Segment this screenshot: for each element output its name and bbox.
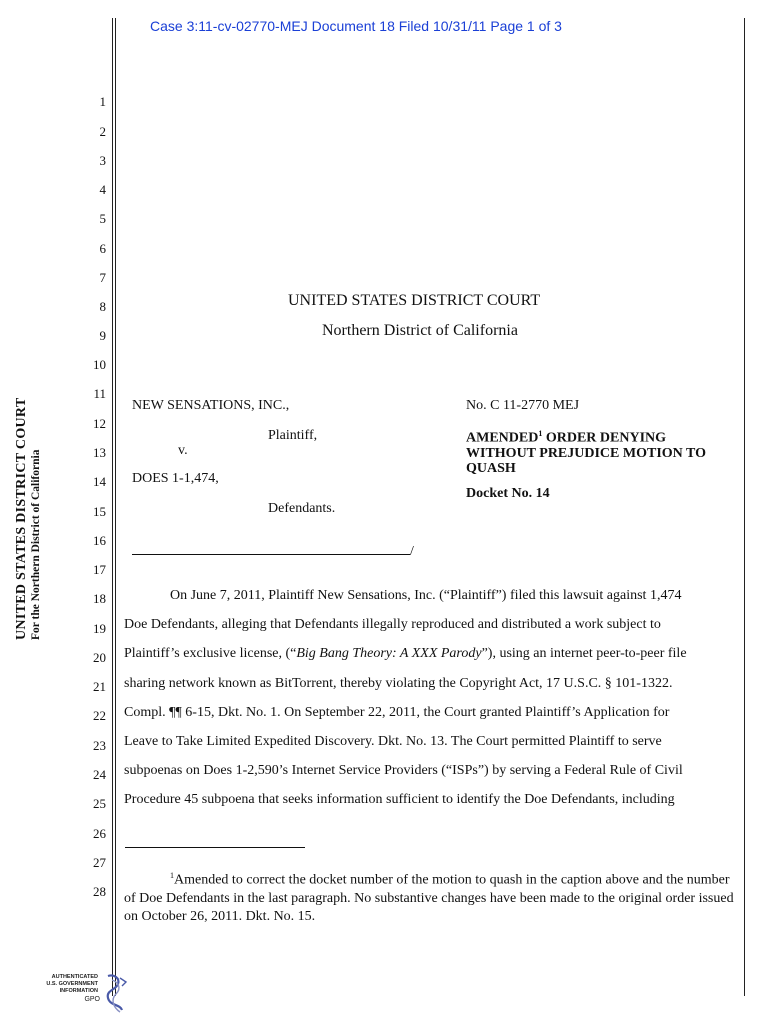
margin-line-left-2 xyxy=(115,18,116,996)
line-number: 8 xyxy=(99,299,106,314)
court-district: Northern District of California xyxy=(322,322,518,339)
body-line-18: On June 7, 2011, Plaintiff New Sensations, Inc. (“Plaintiff”) filed this lawsuit against 1,474 xyxy=(170,588,682,603)
case-header: Case 3:11-cv-02770-MEJ Document 18 Filed 10/31/11 Page 1 of 3 xyxy=(150,18,562,34)
body-line-21: sharing network known as BitTorrent, thereby violating the Copyright Act, 17 U.S.C. § 101-1322. xyxy=(124,676,673,691)
line-number: 1 xyxy=(99,94,106,109)
margin-line-left-1 xyxy=(112,18,113,996)
caption-line xyxy=(132,554,410,555)
line-number: 21 xyxy=(93,679,106,694)
line-number: 16 xyxy=(93,533,106,548)
line-number: 23 xyxy=(93,738,106,753)
case-number: No. C 11-2770 MEJ xyxy=(466,398,580,413)
footnote: $^1$Amended to correct the docket number of the motion to quash in the caption above and the number of Doe Defendants in the last paragraph. No substantive changes have been made to the original order issued on October 26, 2011. Dkt. No. 15. xyxy=(124,871,734,924)
body-line-23: Leave to Take Limited Expedited Discovery. Dkt. No. 13. The Court permitted Plaintiff to serve xyxy=(124,734,662,749)
line-number: 12 xyxy=(93,416,106,431)
court-name: UNITED STATES DISTRICT COURT xyxy=(288,292,541,309)
line-number: 24 xyxy=(93,767,106,782)
line-number: 3 xyxy=(99,153,106,168)
versus: v. xyxy=(178,443,188,458)
caption-slash: / xyxy=(410,544,414,559)
body-line-19: Doe Defendants, alleging that Defendants illegally reproduced and distributed a work subject to xyxy=(124,617,661,632)
line-number: 7 xyxy=(99,270,106,285)
margin-line-right xyxy=(744,18,745,996)
eagle-seal-icon xyxy=(100,972,130,1016)
line-number: 5 xyxy=(99,211,106,226)
line-number: 17 xyxy=(93,562,106,577)
defendant-name: DOES 1-1,474, xyxy=(132,471,219,486)
line-number: 19 xyxy=(93,621,106,636)
line-number: 22 xyxy=(93,708,106,723)
line-number: 25 xyxy=(93,796,106,811)
plaintiff-label: Plaintiff, xyxy=(268,428,318,443)
order-title: AMENDED$^1$ ORDER DENYING WITHOUT PREJUDICE MOTION TO QUASH xyxy=(466,429,706,476)
body-line-22: Compl. ¶¶ 6-15, Dkt. No. 1. On September 22, 2011, the Court granted Plaintiff’s Application for xyxy=(124,705,670,720)
sidebar-court-name: UNITED STATES DISTRICT COURT xyxy=(14,397,29,640)
body-line-20: Plaintiff’s exclusive license, (“Big Bang Theory: A XXX Parody”), using an internet peer-to-peer file xyxy=(124,646,687,661)
line-number: 10 xyxy=(93,357,106,372)
line-number: 28 xyxy=(93,884,106,899)
line-number: 4 xyxy=(99,182,106,197)
plaintiff-name: NEW SENSATIONS, INC., xyxy=(132,398,290,413)
court-sidebar xyxy=(14,398,42,640)
line-number: 27 xyxy=(93,855,106,870)
defendant-label: Defendants. xyxy=(268,501,336,516)
line-number: 15 xyxy=(93,504,106,519)
line-number: 26 xyxy=(93,826,106,841)
body-line-24: subpoenas on Does 1-2,590’s Internet Service Providers (“ISPs”) by serving a Federal Rule of Civil xyxy=(124,763,683,778)
line-number: 9 xyxy=(99,328,106,343)
line-number: 6 xyxy=(99,241,106,256)
line-number: 2 xyxy=(99,124,106,139)
footnote-rule xyxy=(125,847,305,848)
gpo-authentication-seal: AUTHENTICATED U.S. GOVERNMENT INFORMATION GPO xyxy=(42,972,134,1018)
body-line-25: Procedure 45 subpoena that seeks information sufficient to identify the Doe Defendants, including xyxy=(124,792,675,807)
sidebar-district: For the Northern District of California xyxy=(30,449,42,640)
line-number: 18 xyxy=(93,591,106,606)
line-number: 13 xyxy=(93,445,106,460)
line-number: 20 xyxy=(93,650,106,665)
line-number: 11 xyxy=(93,386,106,401)
docket-number: Docket No. 14 xyxy=(466,486,550,501)
line-number: 14 xyxy=(93,474,106,489)
